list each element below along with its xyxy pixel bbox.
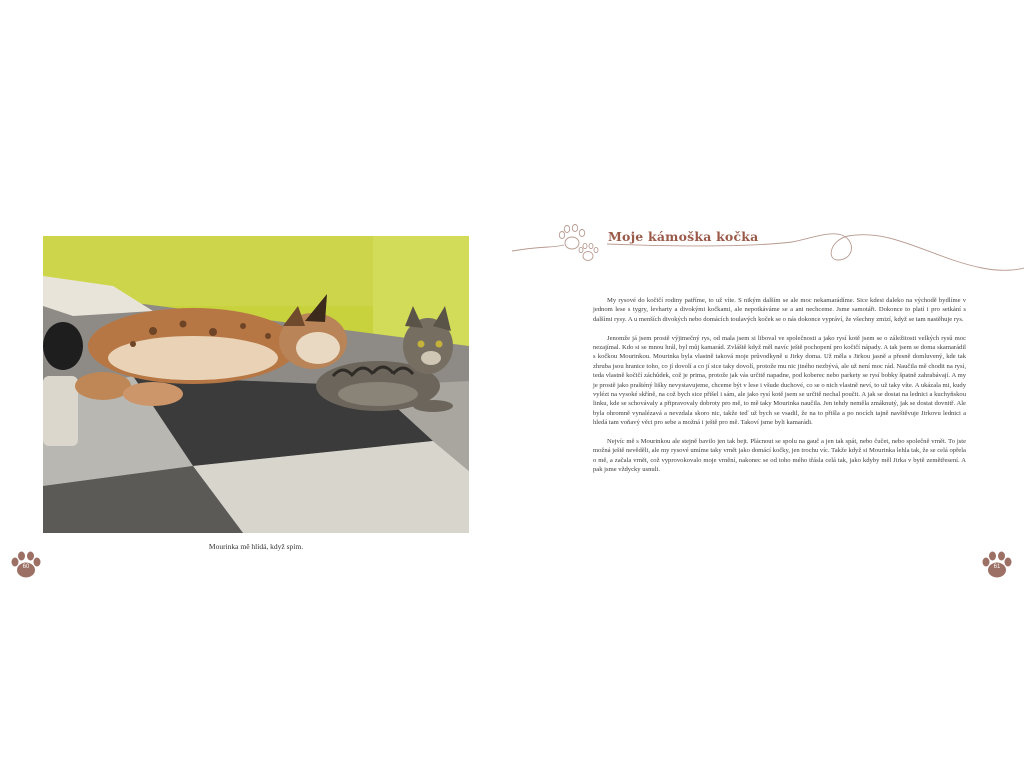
- paragraph: My rysové do kočičí rodiny patříme, to už víte. S nikým dalším se ale moc nekamarádíme. Sice kdesi daleko na východě bydlíme v jednom lese s tygry, levharty a divokými kočkami, ale nepotkáváme se a ani nechceme. Jsme samotáři. Dokonce to platí i pro setkání s dalšími rysy. A u menších divokých nebo domácích toulavých koček se o nás dokonce vypráví, že všechny zmizí, když se tam nastěhuje rys.: [593, 297, 966, 323]
- page-number-right: 61: [993, 564, 1001, 570]
- page-number-left: 60: [22, 564, 30, 570]
- chapter-body: [593, 296, 966, 484]
- lynx-and-cat-photo: [43, 236, 469, 533]
- photo-caption: Mourinka mě hlídá, když spím.: [208, 542, 304, 551]
- chapter-title: Moje kámoška kočka: [608, 229, 759, 244]
- title-decoration: [512, 218, 1024, 278]
- page-number-badge-left: [9, 548, 43, 582]
- paragraph: Jenomže já jsem prostě výjimečný rys, od mala jsem si liboval ve společnosti a jako rysí kotě jsem se o záležitosti velkých rysů moc nezajímal. Kdo si se mnou hrál, byl můj kamarád. Zvláště když měl navíc ještě pochopení pro kočičí nápady. A tak jsem se doma skamarádil s kočkou Mourinkou. Mourinka byla vlastně taková moje průvodkyně u Jirky doma. Už měla s Jirkou jasně a přesně domluvený, kde tak zhruba jsou hranice toho, co jí dovolí a co jí sice taky dovolí, protože mu nic jiného nezbývá, ale už není moc rád. Naučila mě chodit na rysí, teda vlastně kočičí záchůdek, což je prima, protože jak vás určitě napadne, pod koberec nebo parkety se rysí bobky špatně zahrabávají. A my je prostě jako prašténý lišky nevystavujeme, chceme být v lese i všude duchové, co se o nich vlastně neví, to už taky víte. A ukázala mi, kudy vylézt na vysoké skříně, na což bych sice přišel i sám, ale jako rysí kotě jsem se určitě nechal poučit. A jak se dostat na lednici a kuchyňskou linku, kde se schovávaly a připravovaly dobroty pro mě, to mě taky Mourinka naučila. Jen tehdy neměla zmáknutý, jak se dostat dovnitř. Ale byla ohromně vynalézavá a nevzdala skoro nic, takže teď už bych se vsadil, že na to přišla a po nocích tajně navštěvuje Jirkovu lednici a hledá tam voňavý věci pro sebe a možná i ještě pro mě. Takoví jsme byli kamarádi.: [593, 334, 966, 427]
- paragraph: Nejvíc mě s Mourinkou ale stejně bavilo jen tak bejt. Plácnout se spolu na gauč a jen tak spát, nebo čučet, nebo společně vrnět. To jste možná ještě nevěděli, ale my rysové umíme taky vrnět jako domácí kočky, jen trochu víc. Takže když si Mourinka lehla tak, že se celá opřela o mě, a začala vrnět, což vyprovokovalo moje vrnění, nakonec se od toho mého třásla celá tak, jako kdyby měl Jirka v bytě zemětřesení. A pak jsme vždycky usnuli.: [593, 438, 966, 474]
- page-number-badge-right: [980, 548, 1014, 582]
